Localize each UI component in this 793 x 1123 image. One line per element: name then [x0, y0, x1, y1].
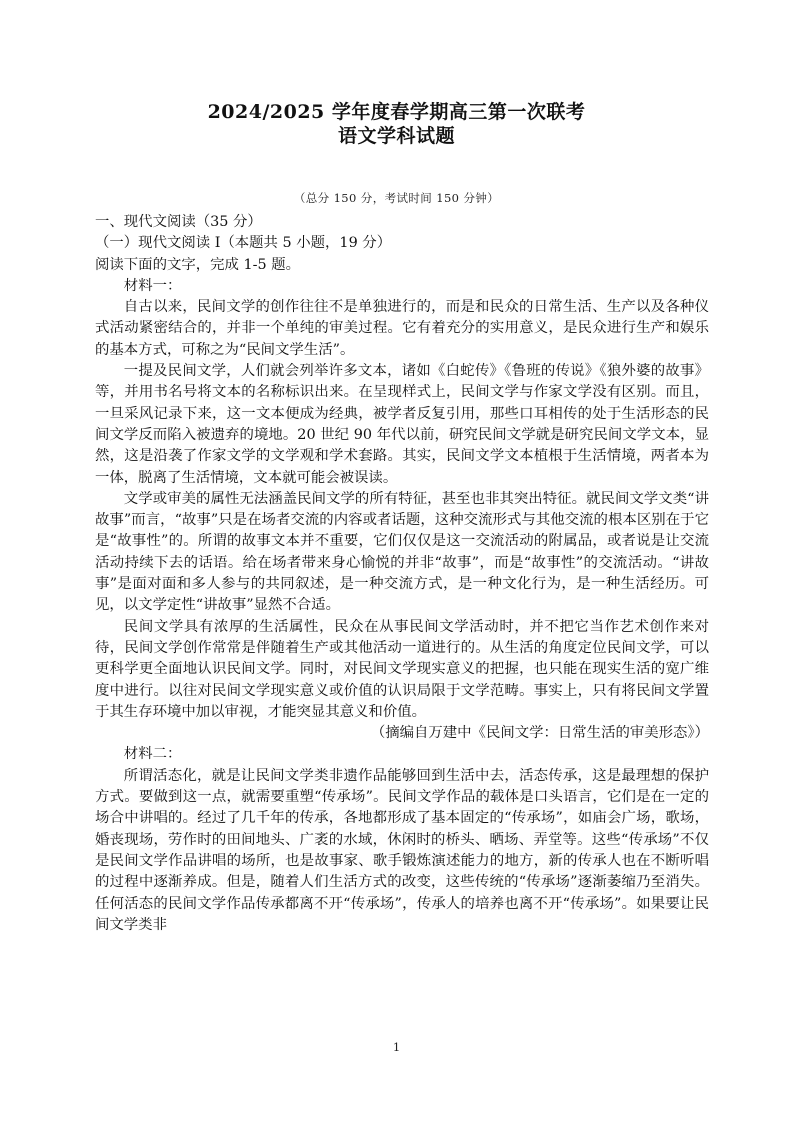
material-one-paragraph-4: 民间文学具有浓厚的生活属性，民众在从事民间文学活动时，并不把它当作艺术创作来对待，民间文学创作常常是伴随着生产或其他活动一道进行的。从生活的角度定位民间文学，可以更科学更全面地认识民间文学。同时，对民间文学现实意义的把握，也只能在现实生活的宽广维度中进行。以往对民间文学现实意义或价值的认识局限于文学范畴。事实上，只有将民间文学置于其生存环境中加以审视，才能突显其意义和价值。	[95, 618, 709, 720]
material-two-label: 材料二：	[123, 746, 182, 763]
subsection-heading: （一）现代文阅读 I（本题共 5 小题，19 分）	[95, 235, 392, 252]
material-one-paragraph-1: 自古以来，民间文学的创作往往不是单独进行的，而是和民众的日常生活、生产以及各种仪式活动紧密结合的，并非一个单纯的审美过程。它有着充分的实用意义，是民众进行生产和娱乐的基本方式，可称之为“民间文学生活”。	[95, 299, 709, 358]
exam-subject-title: 语文学科试题	[337, 125, 455, 147]
reading-instruction: 阅读下面的文字，完成 1-5 题。	[95, 256, 301, 273]
exam-content	[95, 212, 709, 936]
material-one-source: （摘编自万建中《民间文学：日常生活的审美形态》）	[370, 725, 709, 742]
material-one-paragraph-2: 一提及民间文学，人们就会列举许多文本，诸如《白蛇传》《鲁班的传说》《狼外婆的故事》等，并用书名号将文本的名称标识出来。在呈现样式上，民间文学与作家文学没有区别。而且，一旦采风记录下来，这一文本便成为经典，被学者反复引用，那些口耳相传的处于生活形态的民间文学反而陷入被遗弃的境地。20 世纪 90 年代以前，研究民间文学就是研究民间文学文本，显然，这是沿袭了作家文学的文学观和学术套路。其实，民间文学文本植根于生活情境，两者本为一体，脱离了生活情境，文本就可能会被误读。	[95, 363, 709, 486]
page-number: 1	[392, 1040, 401, 1054]
material-two-paragraph-1: 所谓活态化，就是让民间文学类非遗作品能够回到生活中去，活态传承，这是最理想的保护方式。要做到这一点，就需要重塑“传承场”。民间文学作品的载体是口头语言，它们是在一定的场合中讲唱的。经过了几千年的传承，各地都形成了基本固定的“传承场”，如庙会广场，歌场，婚丧现场，劳作时的田间地头、广袤的水域，休闲时的桥头、晒场、弄堂等。这些“传承场”不仅是民间文学作品讲唱的场所，也是故事家、歌手锻炼演述能力的地方，新的传承人也在不断听唱的过程中逐渐养成。但是，随着人们生活方式的改变，这些传统的“传承场”逐渐萎缩乃至消失。任何活态的民间文学作品传承都离不开“传承场”，传承人的培养也离不开“传承场”。如果要让民间文学类非	[95, 767, 709, 933]
score-time-info: （总分 150 分，考试时间 150 分钟）	[293, 191, 500, 205]
section-heading: 一、现代文阅读（35 分）	[95, 214, 262, 230]
material-one-paragraph-3: 文学或审美的属性无法涵盖民间文学的所有特征，甚至也非其突出特征。就民间文学文类“讲故事”而言，“故事”只是在场者交流的内容或者话题，这种交流形式与其他交流的根本区别在于它是“故事性”的。所谓的故事文本并不重要，它们仅仅是这一交流活动的附属品，或者说是让交流活动持续下去的话语。给在场者带来身心愉悦的并非“故事”，而是“故事性”的交流活动。“讲故事”是面对面和多人参与的共同叙述，是一种交流方式，是一种文化行为，是一种生活经历。可见，以文学定性“讲故事”显然不合适。	[95, 490, 709, 614]
exam-title: 2024/2025 学年度春学期高三第一次联考	[207, 101, 586, 123]
material-one-label: 材料一：	[123, 277, 182, 294]
